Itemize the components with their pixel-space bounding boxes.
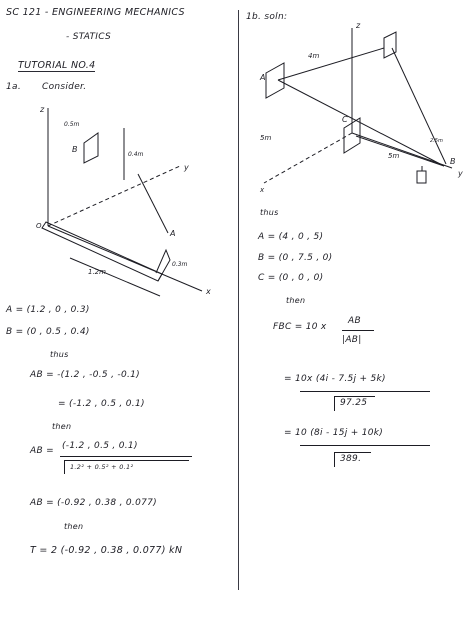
force-eq2-numerator: = 10 (8i - 15j + 10k) <box>284 428 384 438</box>
tension-result: T = 2 (-0.92 , 0.38 , 0.077) kN <box>30 545 183 556</box>
axis-x-label: x <box>206 287 211 296</box>
unit-ab-lhs: AB = <box>30 446 54 456</box>
axis-y-label: y <box>184 163 189 172</box>
column-divider <box>238 10 239 590</box>
point-c-coords-b: C = (0 , 0 , 0) <box>258 273 324 283</box>
dim-0-4m: 0.4m <box>128 151 144 158</box>
fraction-bar-3 <box>300 391 430 392</box>
dim-5m-horizontal: 5m <box>388 152 400 160</box>
axis-x-label-b: x <box>260 186 265 194</box>
fraction-bar-4 <box>300 445 430 446</box>
dim-5m-vertical: 5m <box>260 134 272 142</box>
point-b-coords-b: B = (0 , 7.5 , 0) <box>258 253 333 263</box>
point-b-coords: B = (0 , 0.5 , 0.4) <box>6 327 90 337</box>
force-eq2-denominator: 389. <box>340 454 362 464</box>
tutorial-title: TUTORIAL NO.4 <box>18 60 96 71</box>
fraction-bar-2 <box>342 330 374 331</box>
then-label-1: then <box>52 422 72 431</box>
unit-ab-denominator: 1.2² + 0.5² + 0.1² <box>70 463 134 471</box>
diagram-1a <box>20 98 235 298</box>
point-a-label: A <box>170 229 176 238</box>
dim-1-2m: 1.2m <box>88 268 106 276</box>
point-a-coords: A = (1.2 , 0 , 0.3) <box>6 305 90 315</box>
thus-label: thus <box>50 350 69 359</box>
thus-label-b: thus <box>260 208 279 217</box>
point-a-label-b: A <box>260 73 266 82</box>
point-b-label-b: B <box>450 157 456 166</box>
vector-ab-line1: AB = -(1.2 , -0.5 , -0.1) <box>30 370 140 380</box>
force-bc-numerator: AB <box>348 316 361 326</box>
dim-4m: 4m <box>308 52 320 60</box>
force-eq1-numerator: = 10x (4i - 7.5j + 5k) <box>284 374 386 384</box>
origin-label: O <box>36 222 42 230</box>
question-1a-label: 1a. <box>6 82 22 92</box>
dim-0-3m: 0.3m <box>172 261 188 268</box>
point-b-label: B <box>72 145 78 154</box>
consider-text: Consider. <box>42 82 87 92</box>
point-c-label-b: C <box>342 115 348 124</box>
dim-2-5m: 2.5m <box>430 138 443 144</box>
then-label-b: then <box>286 296 306 305</box>
vector-ab-line2: = (-1.2 , 0.5 , 0.1) <box>58 399 145 409</box>
axis-z-label-b: z <box>356 21 361 30</box>
force-bc-lhs: FBC = 10 x <box>273 322 327 332</box>
dim-0-5m: 0.5m <box>64 121 80 128</box>
point-a-coords-b: A = (4 , 0 , 5) <box>258 232 324 242</box>
then-label-2: then <box>64 522 84 531</box>
axis-y-label-b: y <box>458 169 463 178</box>
fraction-bar-1 <box>60 456 192 457</box>
question-1b-label: 1b. soln: <box>246 12 288 22</box>
force-bc-denominator: |AB| <box>342 335 362 345</box>
axis-z-label: z <box>40 105 45 114</box>
force-eq1-denominator: 97.25 <box>340 398 368 408</box>
unit-ab-numerator: (-1.2 , 0.5 , 0.1) <box>62 441 138 451</box>
course-subtitle: - STATICS <box>66 32 112 42</box>
diagram-1b <box>244 18 470 198</box>
course-title: SC 121 - ENGINEERING MECHANICS <box>6 7 185 18</box>
unit-ab-result: AB = (-0.92 , 0.38 , 0.077) <box>30 498 157 508</box>
